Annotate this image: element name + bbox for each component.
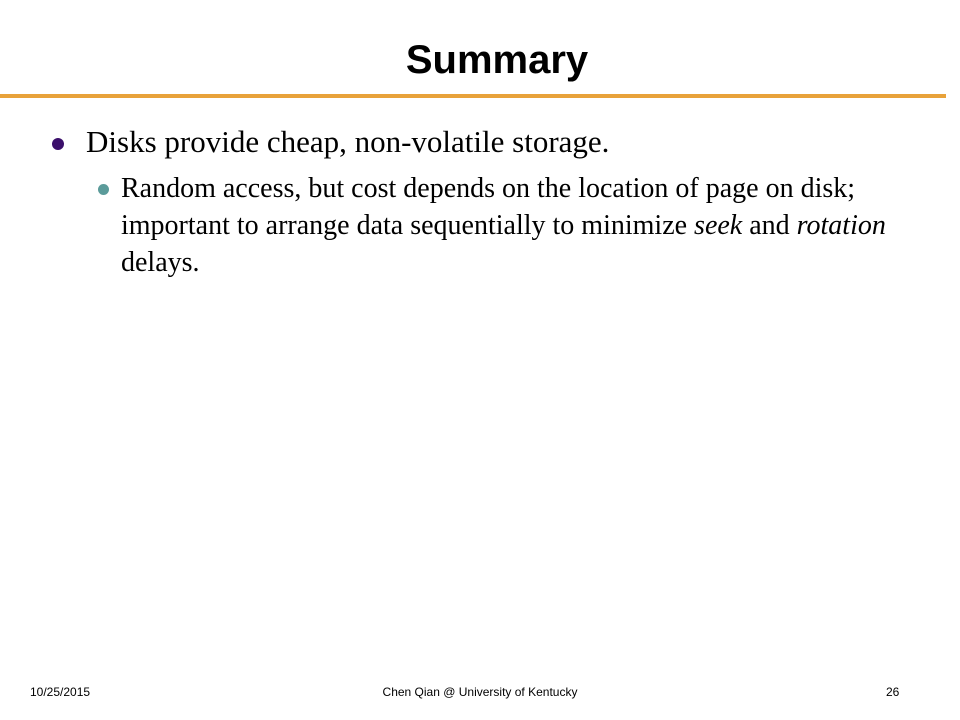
emphasis-rotation: rotation <box>796 210 886 241</box>
bullet-item <box>46 124 906 160</box>
sub-bullet-text-part: and <box>742 210 797 241</box>
slide-title: Summary <box>405 38 589 82</box>
footer-date: 10/25/2015 <box>30 685 91 699</box>
bullet-text: Disks provide cheap, non-volatile storage. <box>86 124 610 159</box>
sub-bullet-text-part: Random access, but cost depends on the location of page on disk; important to arrange data sequentially to minimize <box>121 173 856 241</box>
sub-bullet-text-part: delays. <box>121 247 200 278</box>
sub-bullet-dot-icon <box>98 184 109 195</box>
sub-bullet-item <box>92 170 922 281</box>
title-divider <box>0 94 946 98</box>
sub-bullet-text <box>121 170 922 281</box>
bullet-dot-icon <box>52 138 64 150</box>
footer-page-number: 26 <box>886 685 900 699</box>
emphasis-seek: seek <box>694 210 743 241</box>
footer-author: Chen Qian @ University of Kentucky <box>382 685 578 699</box>
